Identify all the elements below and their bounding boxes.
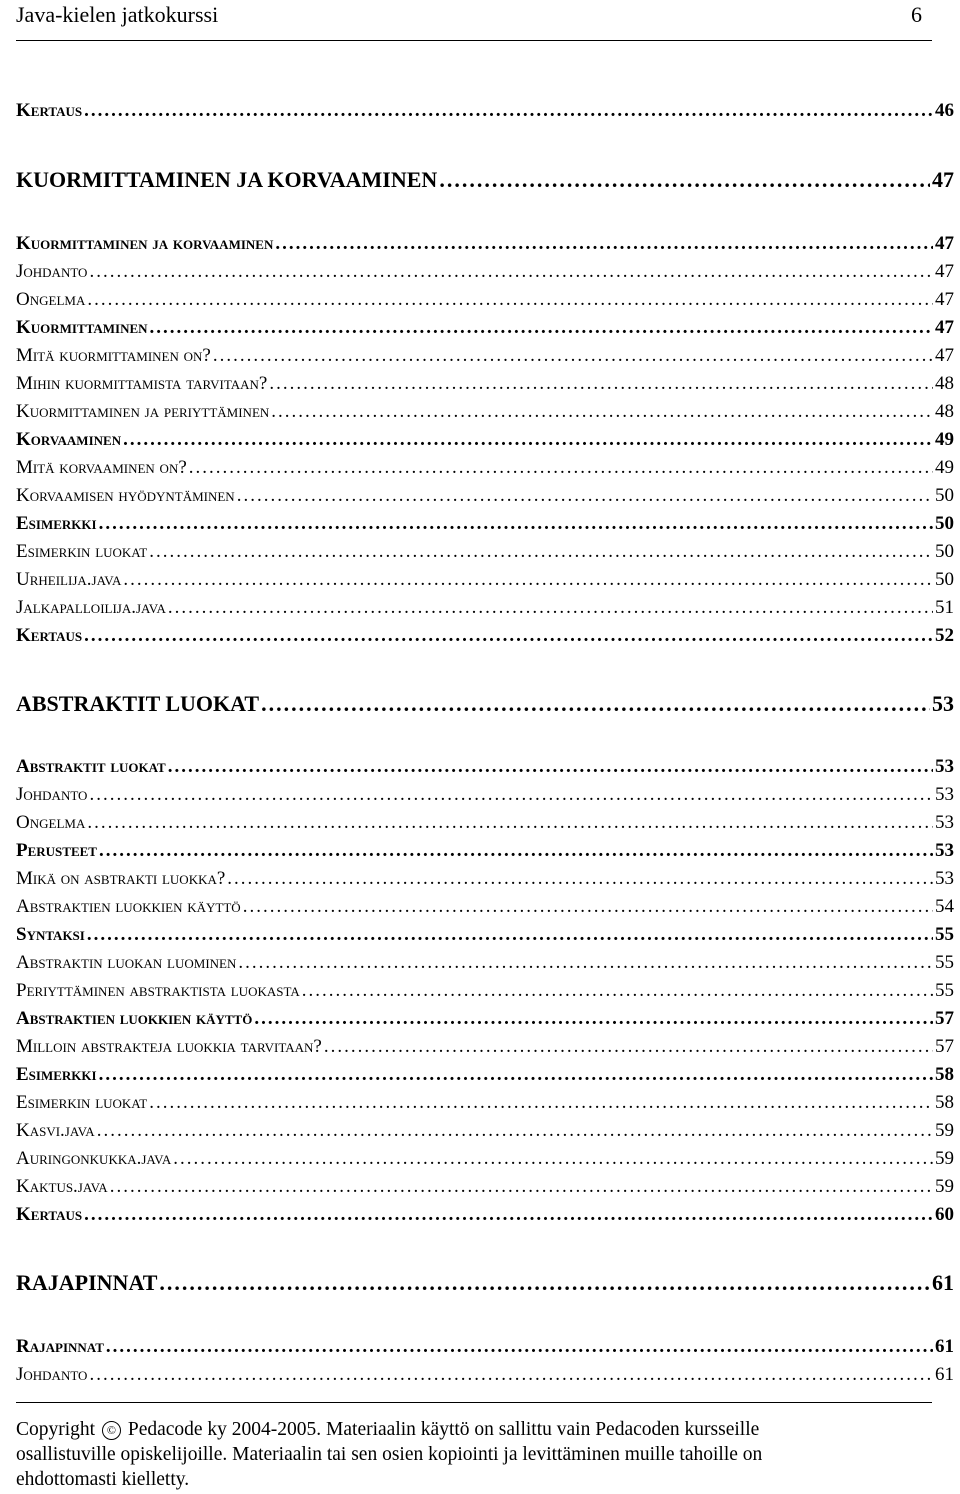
- dot-leader: [168, 756, 933, 778]
- dot-leader: [89, 1364, 933, 1386]
- toc-entry-label: Syntaksi: [16, 924, 85, 945]
- toc-entry[interactable]: [16, 1092, 954, 1114]
- toc-entry-label: Kaktus.java: [16, 1176, 108, 1197]
- toc-entry-page: 51: [935, 597, 954, 618]
- toc-entry-label: ABSTRAKTIT LUOKAT: [16, 691, 260, 716]
- toc-entry-page: 48: [935, 401, 954, 422]
- toc-entry-page: 54: [935, 896, 954, 917]
- dot-leader: [269, 373, 933, 395]
- toc-entry-label: Kuormittaminen ja periyttäminen: [16, 401, 270, 422]
- toc-entry-page: 47: [932, 167, 954, 192]
- toc-entry-page: 53: [935, 756, 954, 777]
- toc-entry-label: Abstraktin luokan luominen: [16, 952, 237, 973]
- toc-entry-page: 50: [935, 513, 954, 534]
- toc-entry-label: Esimerkin luokat: [16, 1092, 148, 1113]
- toc-entry-page: 50: [935, 541, 954, 562]
- toc-entry-label: Korvaaminen: [16, 429, 122, 450]
- dot-leader: [261, 691, 930, 717]
- toc-entry-label: Milloin abstrakteja luokkia tarvitaan?: [16, 1036, 322, 1057]
- toc-entry-label: Abstraktien luokkien käyttö: [16, 896, 241, 917]
- toc-entry-label: Perusteet: [16, 840, 97, 861]
- dot-leader: [159, 1270, 930, 1296]
- toc-entry-label: Auringonkukka.java: [16, 1148, 172, 1169]
- toc-entry-page: 52: [935, 625, 954, 646]
- toc-entry-label: Kertaus: [16, 100, 83, 121]
- dot-leader: [99, 1064, 933, 1086]
- toc-entry-page: 57: [935, 1036, 954, 1057]
- toc-entry-page: 47: [935, 289, 954, 310]
- toc-entry-page: 53: [935, 784, 954, 805]
- dot-leader: [89, 261, 933, 283]
- toc-entry[interactable]: [16, 513, 954, 535]
- toc-entry-label: Jalkapalloilija.java: [16, 597, 166, 618]
- toc-entry[interactable]: [16, 784, 954, 806]
- toc-entry[interactable]: [16, 840, 954, 862]
- dot-leader: [84, 100, 933, 122]
- toc-entry-label: Mitä kuormittaminen on?: [16, 345, 211, 366]
- dot-leader: [213, 345, 933, 367]
- toc-entry[interactable]: [16, 924, 954, 946]
- toc-entry-label: Esimerkki: [16, 513, 97, 534]
- dot-leader: [84, 625, 933, 647]
- toc-entry-label: Urheilija.java: [16, 569, 122, 590]
- toc-entry[interactable]: [16, 1336, 954, 1358]
- toc-entry[interactable]: [16, 812, 954, 834]
- dot-leader: [238, 952, 933, 974]
- dot-leader: [97, 1120, 933, 1142]
- toc-entry-label: Mitä korvaaminen on?: [16, 457, 187, 478]
- toc-entry-page: 47: [935, 261, 954, 282]
- toc-entry-page: 53: [935, 868, 954, 889]
- dot-leader: [271, 401, 933, 423]
- toc-entry[interactable]: [16, 541, 954, 563]
- toc-entry[interactable]: [16, 756, 954, 778]
- dot-leader: [324, 1036, 933, 1058]
- toc-entry[interactable]: [16, 1036, 954, 1058]
- dot-leader: [237, 485, 933, 507]
- toc-entry[interactable]: [16, 429, 954, 451]
- toc-entry[interactable]: [16, 1064, 954, 1086]
- toc-entry[interactable]: [16, 868, 954, 890]
- toc-entry-label: Johdanto: [16, 784, 88, 805]
- toc-entry[interactable]: [16, 345, 954, 367]
- toc-entry-page: 48: [935, 373, 954, 394]
- toc-entry[interactable]: [16, 1270, 954, 1296]
- toc-entry-label: Kuormittaminen: [16, 317, 148, 338]
- copyright-word: Copyright: [16, 1419, 96, 1440]
- toc-entry[interactable]: [16, 896, 954, 918]
- toc-entry[interactable]: [16, 952, 954, 974]
- dot-leader: [87, 289, 933, 311]
- toc-entry-page: 53: [935, 812, 954, 833]
- toc-entry-label: Mikä on asbtrakti luokka?: [16, 868, 226, 889]
- footer-line-3: ehdottomasti kielletty.: [16, 1469, 190, 1490]
- toc-entry-label: Kertaus: [16, 625, 83, 646]
- toc-entry-page: 53: [932, 691, 954, 716]
- toc-entry-label: Johdanto: [16, 261, 88, 282]
- toc-entry-page: 55: [935, 980, 954, 1001]
- toc-entry-page: 58: [935, 1064, 954, 1085]
- footer-line-2: osallistuville opiskelijoille. Materiaalin tai sen osien kopiointi ja levittäminen muille tahoille on: [16, 1444, 763, 1465]
- dot-leader: [168, 597, 933, 619]
- toc-entry-label: Kertaus: [16, 1204, 83, 1225]
- toc-entry-label: Abstraktit luokat: [16, 756, 166, 777]
- toc-entry-page: 47: [935, 317, 954, 338]
- toc-entry[interactable]: [16, 373, 954, 395]
- toc-entry-label: Abstraktien luokkien käyttö: [16, 1008, 253, 1029]
- dot-leader: [123, 429, 933, 451]
- toc-entry-page: 47: [935, 233, 954, 254]
- page-header: [16, 0, 932, 41]
- footer-text-1: Pedacode ky 2004-2005. Materiaalin käyttö on sallittu vain Pedacoden kursseille: [127, 1419, 760, 1440]
- toc-entry[interactable]: [16, 1148, 954, 1170]
- toc-entry-label: KUORMITTAMINEN JA KORVAAMINEN: [16, 167, 438, 192]
- toc-entry-label: Korvaamisen hyödyntäminen: [16, 485, 235, 506]
- toc-entry-page: 49: [935, 457, 954, 478]
- toc-entry-label: Esimerkki: [16, 1064, 97, 1085]
- toc-entry-page: 55: [935, 952, 954, 973]
- toc-entry[interactable]: [16, 597, 954, 619]
- toc-entry-page: 50: [935, 569, 954, 590]
- footer-line-1: [16, 1417, 932, 1442]
- toc-entry-label: Periyttäminen abstraktista luokasta: [16, 980, 300, 1001]
- toc-entry-page: 59: [935, 1120, 954, 1141]
- toc-entry[interactable]: [16, 457, 954, 479]
- dot-leader: [243, 896, 933, 918]
- toc-entry[interactable]: [16, 569, 954, 591]
- dot-leader: [149, 541, 933, 563]
- dot-leader: [227, 868, 933, 890]
- dot-leader: [123, 569, 933, 591]
- dot-leader: [189, 457, 933, 479]
- document-title: Java-kielen jatkokurssi: [16, 2, 219, 27]
- toc-entry-label: Mihin kuormittamista tarvitaan?: [16, 373, 268, 394]
- toc-entry-label: Ongelma: [16, 812, 86, 833]
- toc-entry-page: 58: [935, 1092, 954, 1113]
- toc-entry-label: RAJAPINNAT: [16, 1270, 158, 1295]
- toc-entry-label: Johdanto: [16, 1364, 88, 1385]
- toc-entry-label: Kasvi.java: [16, 1120, 95, 1141]
- toc-entry[interactable]: [16, 167, 954, 193]
- toc-entry[interactable]: [16, 261, 954, 283]
- page-footer: [16, 1402, 932, 1492]
- toc-entry-page: 61: [935, 1364, 954, 1385]
- dot-leader: [149, 1092, 933, 1114]
- toc-entry[interactable]: [16, 691, 954, 717]
- dot-leader: [439, 167, 930, 193]
- toc-entry[interactable]: [16, 401, 954, 423]
- toc-entry[interactable]: [16, 1204, 954, 1226]
- toc-entry-page: 53: [935, 840, 954, 861]
- toc-entry[interactable]: [16, 317, 954, 339]
- toc-entry-page: 55: [935, 924, 954, 945]
- dot-leader: [84, 1204, 933, 1226]
- toc-entry-page: 59: [935, 1176, 954, 1197]
- toc-entry-page: 61: [932, 1270, 954, 1295]
- dot-leader: [110, 1176, 933, 1198]
- toc-entry[interactable]: [16, 1364, 954, 1386]
- dot-leader: [302, 980, 933, 1002]
- toc-entry-label: Kuormittaminen ja korvaaminen: [16, 233, 274, 254]
- toc-entry[interactable]: [16, 1176, 954, 1198]
- dot-leader: [254, 1008, 933, 1030]
- toc-entry[interactable]: [16, 1008, 954, 1030]
- toc-entry-label: Rajapinnat: [16, 1336, 104, 1357]
- toc-entry[interactable]: [16, 625, 954, 647]
- dot-leader: [99, 513, 933, 535]
- toc-entry[interactable]: [16, 289, 954, 311]
- toc-entry[interactable]: [16, 1120, 954, 1142]
- toc-entry-page: 49: [935, 429, 954, 450]
- toc-entry[interactable]: [16, 233, 954, 255]
- copyright-icon: ©: [102, 1421, 121, 1440]
- page-number: 6: [911, 2, 922, 27]
- dot-leader: [150, 317, 933, 339]
- dot-leader: [99, 840, 933, 862]
- dot-leader: [87, 924, 933, 946]
- toc-entry[interactable]: [16, 100, 954, 122]
- toc-entry-page: 50: [935, 485, 954, 506]
- dot-leader: [173, 1148, 933, 1170]
- toc-entry[interactable]: [16, 485, 954, 507]
- toc-entry-page: 59: [935, 1148, 954, 1169]
- toc-entry[interactable]: [16, 980, 954, 1002]
- toc-entry-page: 57: [935, 1008, 954, 1029]
- dot-leader: [106, 1336, 933, 1358]
- toc-entry-page: 47: [935, 345, 954, 366]
- toc-entry-page: 60: [935, 1204, 954, 1225]
- dot-leader: [89, 784, 933, 806]
- toc-entry-label: Esimerkin luokat: [16, 541, 148, 562]
- toc-entry-page: 46: [935, 100, 954, 121]
- toc-entry-label: Ongelma: [16, 289, 86, 310]
- dot-leader: [275, 233, 933, 255]
- dot-leader: [87, 812, 933, 834]
- toc-entry-page: 61: [935, 1336, 954, 1357]
